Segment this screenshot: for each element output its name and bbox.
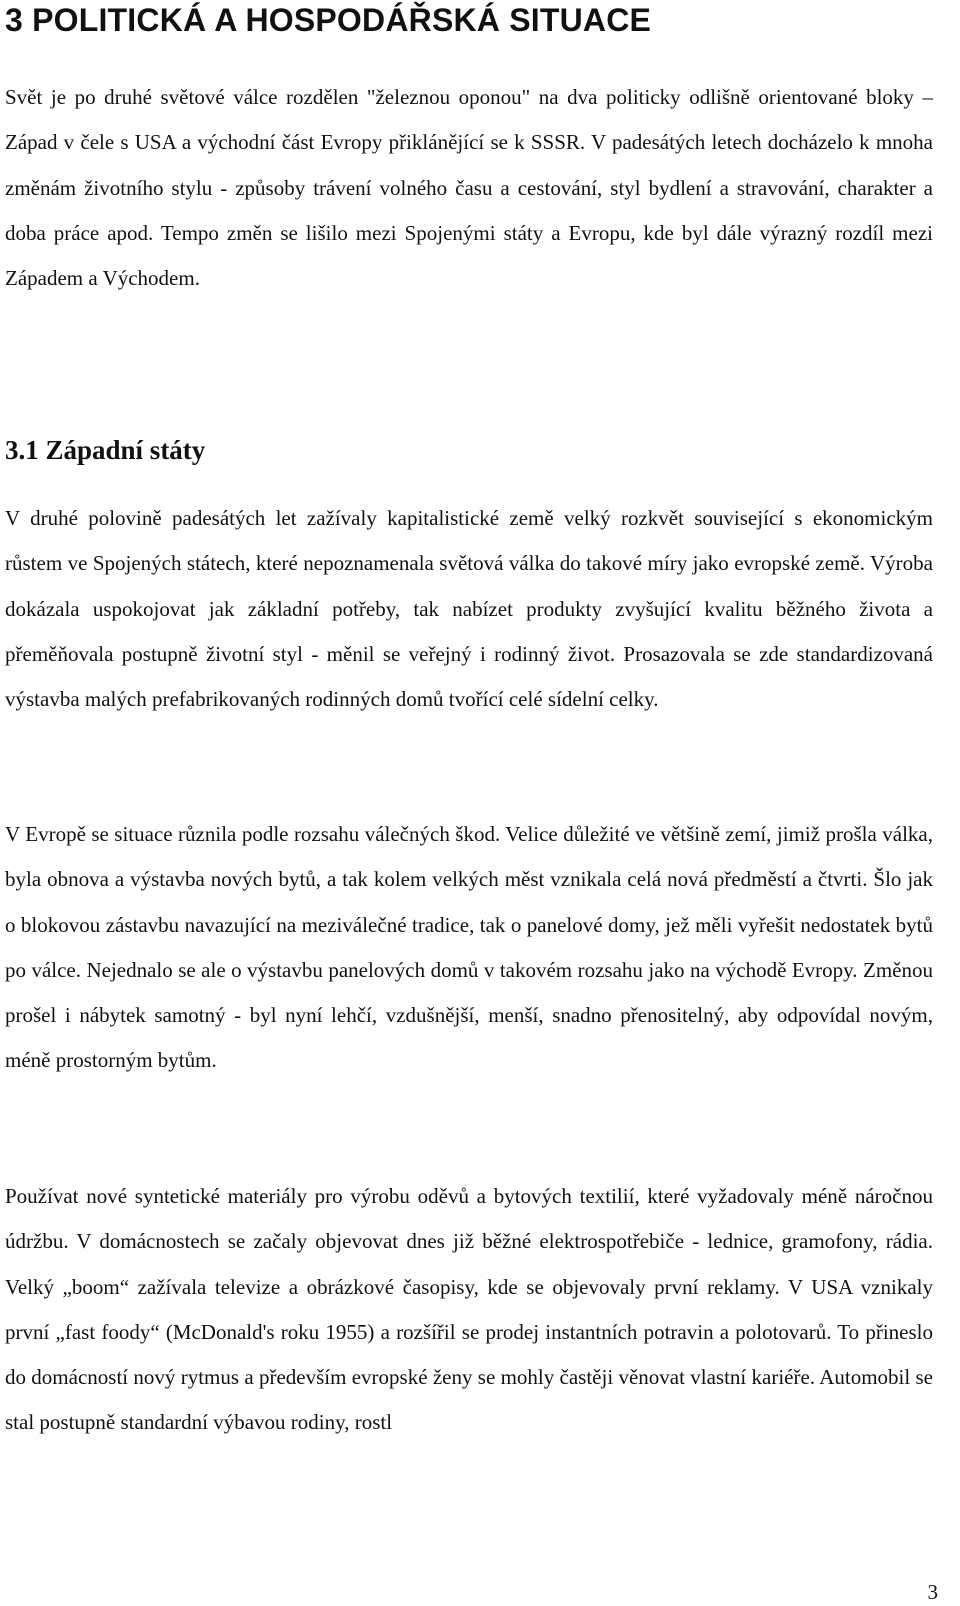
intro-paragraph: Svět je po druhé světové válce rozdělen "železnou oponou" na dva politicky odlišně orientované bloky – Západ v čele s USA a východní část Evropy přiklánějící se k SSSR. V padesátých letech docházelo k mnoha změnám životního stylu - způsoby trávení volného času a cestování, styl bydlení a stravování, charakter a doba práce apod. Tempo změn se lišilo mezi Spojenými státy a Evropu, kde byl dále výrazný rozdíl mezi Západem a Východem. <box>5 85 933 291</box>
page-number: 3 <box>927 1580 938 1604</box>
chapter-title: 3 POLITICKÁ A HOSPODÁŘSKÁ SITUACE <box>5 2 652 38</box>
paragraph-western-states-3: Používat nové syntetické materiály pro výrobu oděvů a bytových textilií, které vyžadovaly méně náročnou údržbu. V domácnostech se začaly objevovat dnes již běžné elektrospotřebiče - lednice, gramofony, rádia. Velký „boom“ zažívala televize a obrázkové časopisy, kde se objevovaly první reklamy. V USA vznikaly první „fast foody“ (McDonald's roku 1955) a rozšířil se prodej instantních potravin a polotovarů. To přineslo do domácností nový rytmus a především evropské ženy se mohly častěji věnovat vlastní kariéře. Automobil se stal postupně standardní výbavou rodiny, rostl <box>5 1184 933 1435</box>
paragraph-western-states-2: V Evropě se situace různila podle rozsahu válečných škod. Velice důležité ve většině zemí, jimiž prošla válka, byla obnova a výstavba nových bytů, a tak kolem velkých měst vznikala celá nová předměstí a čtvrti. Šlo jak o blokovou zástavbu navazující na meziválečné tradice, tak o panelové domy, jež měli vyřešit nedostatek bytů po válce. Nejednalo se ale o výstavbu panelových domů v takovém rozsahu jako na východě Evropy. Změnou prošel i nábytek samotný - byl nyní lehčí, vzdušnější, menší, snadno přenositelný, aby odpovídal novým, méně prostorným bytům. <box>5 822 933 1073</box>
section-title: 3.1 Západní státy <box>5 435 206 465</box>
paragraph-western-states-1: V druhé polovině padesátých let zažívaly kapitalistické země velký rozkvět související s ekonomickým růstem ve Spojených státech, které nepoznamenala světová válka do takové míry jako evropské země. Výroba dokázala uspokojovat jak základní potřeby, tak nabízet produkty zvyšující kvalitu běžného života a přeměňovala postupně životní styl - měnil se veřejný i rodinný život. Prosazovala se zde standardizovaná výstavba malých prefabrikovaných rodinných domů tvořící celé sídelní celky. <box>5 506 933 712</box>
